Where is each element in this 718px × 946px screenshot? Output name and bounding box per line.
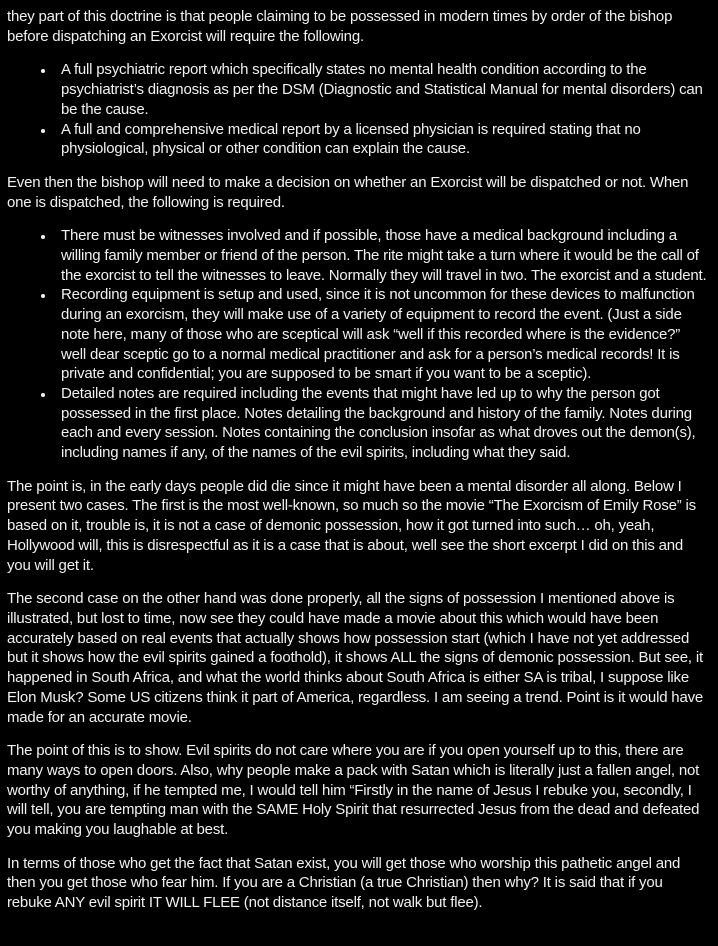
list-item: • Recording equipment is setup and used, since it is not uncommon for these devices to malfunction during an exorcism, they will make use of a variety of equipment to record the event. (Just a side note here, many of those who are sceptical will ask “well if this recorded where is the evidence?” well dear sceptic go to a normal medical practitioner and ask for a person’s medical records! It is private and confidential; you are supposed to be smart if you want to be a sceptic).	[55, 285, 709, 384]
list-item: • A full and comprehensive medical report by a licensed physician is required stating that no physiological, physical or other condition can explain the cause.	[55, 120, 709, 159]
paragraph-second-case: The second case on the other hand was done properly, all the signs of possession I mentioned above is illustrated, but lost to time, now see they could have made a movie about this which would have been accurately based on real events that actually shows how possession start (which I have not yet addressed but it shows how the evil spirits gained a foothold), it shows ALL the signs of demonic possession. But see, it happened in South Africa, and what the world thinks about South Africa is either SA is tribal, I suppose like Elon Musk? Some US citizens think it part of America, regardless. I am seeing a trend. Point is it would have made for an accurate movie.	[7, 590, 704, 726]
paragraph-closing: In terms of those who get the fact that Satan exist, you will get those who worship this pathetic angel and then you get those who fear him. If you are a Christian (a true Christian) then why? It is said that if you rebuke ANY evil spirit IT WILL FLEE (not distance itself, not walk but flee).	[7, 854, 681, 912]
list-item: • Detailed notes are required including the events that might have led up to why the person got possessed in the first place. Notes detailing the background and history of the family. Notes during each and every session. Notes containing the conclusion insofar as what droves out the demon(s), including names if any, of the names of the evil spirits, including what they said.	[55, 384, 709, 463]
paragraph-first-case: The point is, in the early days people did die since it might have been a mental disorder all along. Below I present two cases. The first is the most well-known, so much so the movie “The Exorcism of Emily Rose” is based on it, trouble is, it is not a case of demonic possession, how it got turned into such… oh, yeah, Hollywood will, this is disrespectful as it is a case that is about, well see the short excerpt I did on this and you will get it.	[7, 477, 696, 574]
bullet-list-requirements-during-exorcism	[7, 226, 709, 462]
paragraph-point-of-this: The point of this is to show. Evil spirits do not care where you are if you open yourself up to this, there are many ways to open doors. Also, why people make a pack with Satan which is literally just a fallen angel, not worthy of anything, if he tempted me, I would tell him “Firstly in the name of Jesus I rebuke you, secondly, I will tell, you are tempting man with the SAME Holy Spirit that resurrected Jesus from the dead and defeated you making you laughable at best.	[7, 742, 700, 839]
bullet-list-requirements-before-dispatch	[7, 60, 709, 159]
paragraph-intro: they part of this doctrine is that people claiming to be possessed in modern times by order of the bishop before dispatching an Exorcist will require the following.	[7, 8, 673, 45]
paragraph-bishop-decision: Even then the bishop will need to make a decision on whether an Exorcist will be dispatched or not. When one is dispatched, the following is required.	[7, 173, 689, 211]
list-item: • A full psychiatric report which specifically states no mental health condition according to the psychiatrist’s diagnosis as per the DSM (Diagnostic and Statistical Manual for mental disorders) can be the cause.	[55, 60, 709, 119]
list-item: • There must be witnesses involved and if possible, those have a medical background including a willing family member or friend of the person. The rite might take a turn where it would be the call of the exorcist to tell the witnesses to leave. Normally they will travel in two. The exorcist and a student.	[55, 226, 709, 285]
